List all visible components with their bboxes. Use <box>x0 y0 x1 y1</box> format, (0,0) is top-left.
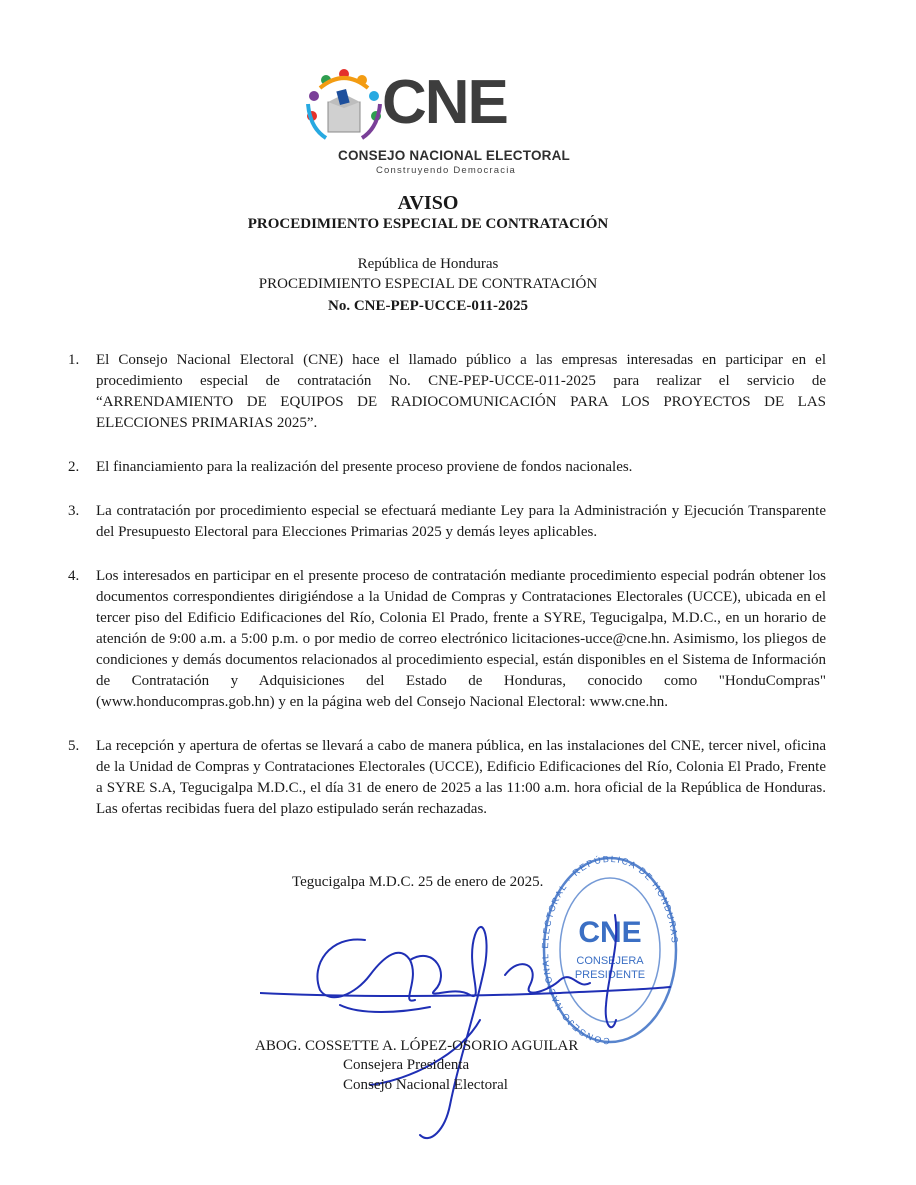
notice-items <box>68 350 826 820</box>
list-item <box>68 457 826 478</box>
seal-ring-text: CONSEJO NACIONAL ELECTORAL · REPÚBLICA DE HONDURAS <box>540 853 680 1047</box>
signatory-name: ABOG. COSSETTE A. LÓPEZ-OSORIO AGUILAR <box>255 1038 579 1054</box>
procedure-label: PROCEDIMIENTO ESPECIAL DE CONTRATACIÓN <box>258 276 598 292</box>
seal-role-line1: CONSEJERA <box>576 955 644 967</box>
ballot-box-logo-icon <box>300 68 390 154</box>
notice-title: AVISO <box>397 192 459 214</box>
list-item <box>68 501 826 543</box>
organization-tagline: Construyendo Democracia <box>375 165 517 176</box>
item-number: 2. <box>68 459 80 475</box>
organization-name: CONSEJO NACIONAL ELECTORAL <box>338 148 570 163</box>
signatory-role: Consejera Presidenta <box>343 1057 470 1073</box>
list-item <box>68 736 826 820</box>
handwritten-signature <box>260 905 680 1155</box>
item-text: Los interesados en participar en el presente proceso de contratación mediante procedimiento especial podrán obtener los documentos correspondientes dirigiéndose a la Unidad de Compras y Contrataciones Electorales (UCCE), ubicada en el tercer piso del Edificio Edificaciones del Río, Colonia El Prado, frente a SYRE, Tegucigalpa, M.D.C., en un horario de atención de 9:00 a.m. a 5:00 p.m. o por medio de correo electrónico licitaciones-ucce@cne.hn. Asimismo, los pliegos de condiciones y demás documentos relacionados al procedimiento especial, están disponibles en el Sistema de Información de Contratación y Adquisiciones del Estado de Honduras, conocido como "HonduCompras" (www.honducompras.gob.hn) y en la página web del Consejo Nacional Electoral: www.cne.hn. <box>96 568 826 710</box>
list-item <box>68 350 826 434</box>
list-item <box>68 566 826 713</box>
country-name: República de Honduras <box>357 256 499 272</box>
cne-logo <box>300 68 570 180</box>
item-number: 4. <box>68 568 80 584</box>
item-number: 5. <box>68 738 80 754</box>
logo-wordmark: CNE <box>382 68 507 137</box>
item-number: 3. <box>68 503 80 519</box>
item-number: 1. <box>68 352 80 368</box>
seal-center-text: CNE <box>578 916 642 949</box>
place-and-date: Tegucigalpa M.D.C. 25 de enero de 2025. <box>292 874 544 890</box>
seal-role-line2: PRESIDENTE <box>574 969 646 981</box>
procedure-number: No. CNE-PEP-UCCE-011-2025 <box>328 298 528 314</box>
notice-subtitle: PROCEDIMIENTO ESPECIAL DE CONTRATACIÓN <box>247 216 609 232</box>
item-text: El Consejo Nacional Electoral (CNE) hace el llamado público a las empresas interesadas en participar en el procedimiento especial de contratación No. CNE-PEP-UCCE-011-2025 para realizar el servicio de “ARRENDAMIENTO DE EQUIPOS DE RADIOCOMUNICACIÓN PARA LOS PROYECTOS DE LAS ELECCIONES PRIMARIAS 2025”. <box>96 352 826 431</box>
item-text: La recepción y apertura de ofertas se llevará a cabo de manera pública, en las instalaciones del CNE, tercer nivel, oficina de la Unidad de Compras y Contrataciones Electorales (UCCE), Edificio Edificaciones del Río, Colonia El Prado, Frente a SYRE S.A, Tegucigalpa M.D.C., el día 31 de enero de 2025 a las 11:00 a.m. hora oficial de la República de Honduras. Las ofertas recibidas fuera del plazo estipulado serán rechazadas. <box>96 738 826 817</box>
item-text: La contratación por procedimiento especial se efectuará mediante Ley para la Administración y Ejecución Transparente del Presupuesto Electoral para Elecciones Primarias 2025 y demás leyes aplicables. <box>96 503 826 540</box>
item-text: El financiamiento para la realización del presente proceso proviene de fondos nacionales. <box>96 459 633 475</box>
signatory-organization: Consejo Nacional Electoral <box>343 1077 508 1093</box>
